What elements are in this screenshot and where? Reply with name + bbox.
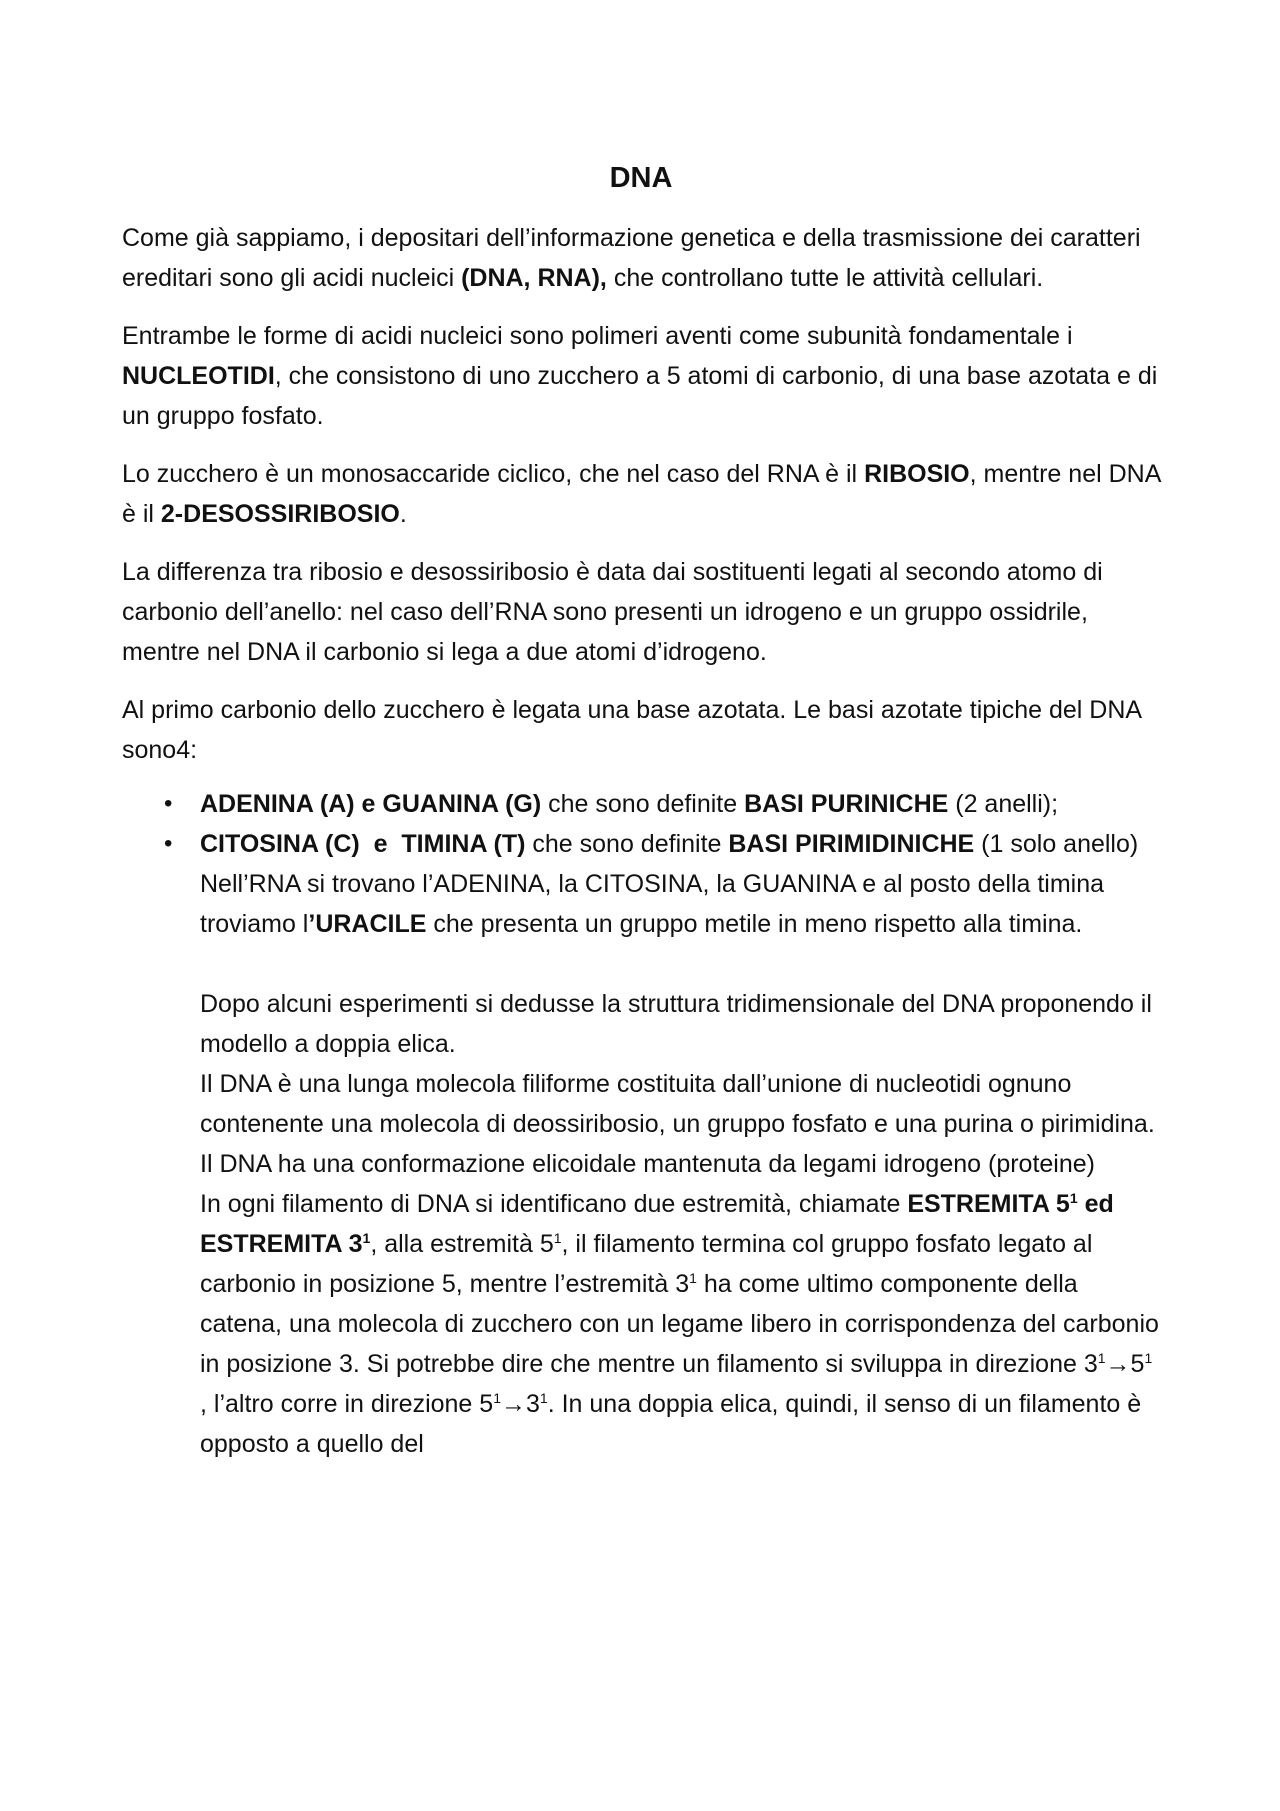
rna-text-end: che presenta un gruppo metile in meno rispetto alla timina. [426, 910, 1083, 938]
ends-text-h: , l’altro corre in direzione 5 [200, 1390, 494, 1418]
pyrimidine-bases: CITOSINA (C) e TIMINA (T) [200, 830, 526, 858]
ends-bold-5-sup: 1 [1069, 1190, 1078, 1206]
molecule-paragraph: Il DNA è una lunga molecola filiforme costituita dall’unione di nucleotidi ognuno contenente una molecola di deossiribosio, un gruppo fosfato e una purina o pirimidina. [200, 1070, 1155, 1138]
purine-text: che sono definite [541, 790, 745, 818]
sugar-text: Lo zucchero è un monosaccaride ciclico, che nel caso del RNA è il [122, 460, 865, 488]
purine-bases: ADENINA (A) e GUANINA (G) [200, 790, 542, 818]
helix-paragraph: Il DNA ha una conformazione elicoidale mantenuta da legami idrogeno (proteine) [200, 1150, 1095, 1178]
page-title: DNA [609, 162, 673, 194]
bases-list [122, 784, 1160, 1464]
paragraph-sugar [122, 454, 1160, 534]
ends-text-j: . In una doppia elica, quindi, il senso di un filamento è opposto a quello del [200, 1390, 1142, 1458]
ends-bold-3-text: ed ESTREMITA 3 [200, 1190, 1114, 1258]
bullet-icon: • [164, 790, 173, 817]
ends-bold-5-text: ESTREMITA 5 [907, 1190, 1070, 1218]
pyrimidine-text: che sono definite [525, 830, 729, 858]
rna-text: Nell’RNA si trovano l’ADENINA, la CITOSINA, la GUANINA e al posto della timina troviamo l [200, 870, 1105, 938]
rna-uracile: ’URACILE [308, 910, 427, 938]
sugar-text-mid: , mentre nel DNA è il [122, 460, 1160, 528]
ends-bold-3-sup: 1 [362, 1230, 371, 1246]
ends-sup-d: 1 [553, 1230, 562, 1246]
intro-text: Come già sappiamo, i depositari dell’informazione genetica e della trasmissione dei caratteri ereditari sono gli acidi nucleici [122, 224, 1141, 292]
sugar-text-end: . [399, 500, 407, 528]
experiments-paragraph: Dopo alcuni esperimenti si dedusse la struttura tridimensionale del DNA proponendo il modello a doppia elica. [200, 990, 1152, 1058]
list-item [164, 824, 1160, 1464]
intro-text-end: che controllano tutte le attività cellulari. [606, 264, 1044, 292]
ends-sup-f: 1 [1097, 1350, 1106, 1366]
ends-sup-i: 1 [539, 1390, 548, 1406]
ends-text-e: , il filamento termina col gruppo fosfato legato al carbonio in posizione 5, mentre l’estremità 3 [200, 1230, 1093, 1298]
ends-arrow-i: →3 [501, 1390, 540, 1418]
ends-text-d: , alla estremità 5 [370, 1230, 554, 1258]
intro-bold: (DNA, RNA), [461, 264, 607, 292]
paragraph-intro [122, 218, 1160, 298]
ends-sup-e: 1 [689, 1270, 697, 1286]
nucleotides-text-end: , che consistono di uno zucchero a 5 atomi di carbonio, di una base azotata e di un gruppo fosfato. [122, 362, 1158, 430]
nucleotides-bold: NUCLEOTIDI [122, 362, 275, 390]
bullet-icon: • [164, 830, 173, 857]
ends-text-f: ha come ultimo componente della catena, una molecola di zucchero con un legame libero in corrispondenza del carbonio in posizione 3. Si potrebbe dire che mentre un filamento si sviluppa in direzione 3 [200, 1270, 1159, 1378]
pyrimidine-label: BASI PIRIMIDINICHE [728, 830, 975, 858]
extremities-paragraph [200, 1184, 1160, 1464]
ends-arrow-g: →5 [1105, 1350, 1145, 1378]
sugar-bold-ribosio: RIBOSIO [864, 460, 970, 488]
paragraph-nucleotides [122, 316, 1160, 436]
nucleotides-text: Entrambe le forme di acidi nucleici sono polimeri aventi come subunità fondamentale i [122, 322, 1073, 350]
blank-line [200, 944, 1160, 984]
paragraph-bases: Al primo carbonio dello zucchero è legata una base azotata. Le basi azotate tipiche del DNA sono4: [122, 696, 1141, 764]
rna-paragraph [200, 864, 1160, 944]
ends-sup-g: 1 [1144, 1350, 1153, 1366]
purine-label: BASI PURINICHE [744, 790, 949, 818]
purine-rings: (2 anelli); [948, 790, 1059, 818]
list-item [164, 784, 1160, 824]
sugar-bold-desossiribosio: 2-DESOSSIRIBOSIO [160, 500, 400, 528]
paragraph-difference: La differenza tra ribosio e desossiribosio è data dai sostituenti legati al secondo atomo di carbonio dell’anello: nel caso dell’RNA sono presenti un idrogeno e un gruppo ossidrile, mentre nel DNA il carbonio si lega a due atomi d’idrogeno. [122, 558, 1103, 666]
pyrimidine-rings: (1 solo anello) [974, 830, 1139, 858]
ends-sup-h: 1 [493, 1390, 501, 1406]
ends-text-a: In ogni filamento di DNA si identificano due estremità, chiamate [200, 1190, 908, 1218]
